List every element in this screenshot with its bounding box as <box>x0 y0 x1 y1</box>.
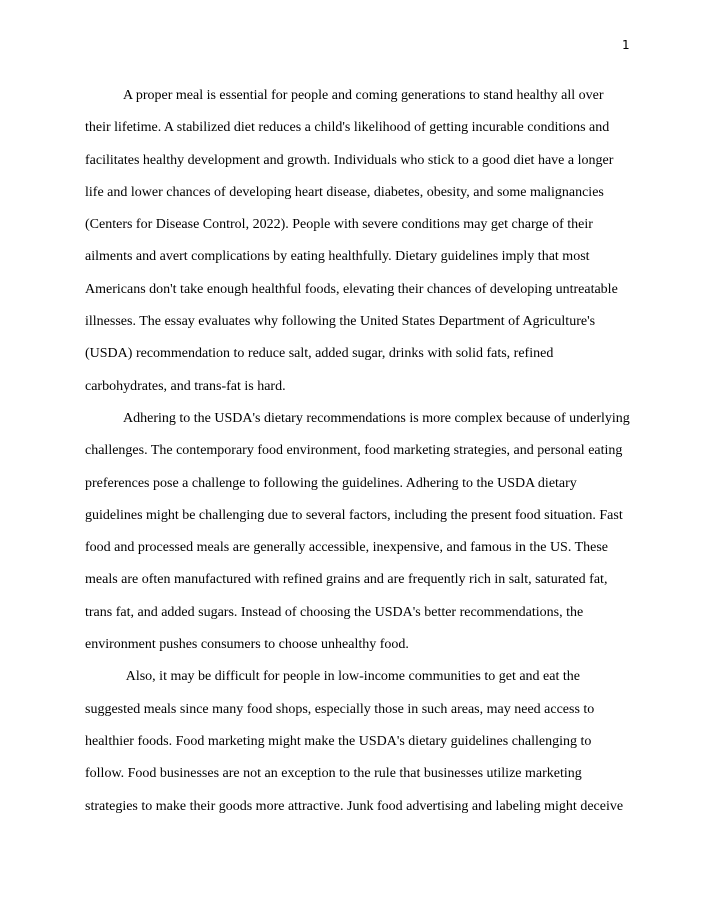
text-line: preferences pose a challenge to following the guidelines. Adhering to the USDA dietary <box>85 475 577 491</box>
text-line: illnesses. The essay evaluates why following the United States Department of Agriculture's <box>85 314 596 330</box>
text-line: strategies to make their goods more attractive. Junk food advertising and labeling might deceive <box>85 798 624 814</box>
text-line: their lifetime. A stabilized diet reduces a child's likelihood of getting incurable conditions and <box>85 120 610 136</box>
text-line: (Centers for Disease Control, 2022). People with severe conditions may get charge of their <box>85 217 593 233</box>
text-line: facilitates healthy development and growth. Individuals who stick to a good diet have a longer <box>85 152 614 168</box>
text-line: ailments and avert complications by eating healthfully. Dietary guidelines imply that most <box>85 249 590 265</box>
paragraph-1 <box>85 80 655 403</box>
text-line: food and processed meals are generally accessible, inexpensive, and famous in the US. These <box>85 540 609 556</box>
text-line: healthier foods. Food marketing might make the USDA's dietary guidelines challenging to <box>85 733 592 749</box>
text-line: Also, it may be difficult for people in low-income communities to get and eat the <box>123 669 580 685</box>
document-body <box>85 80 655 823</box>
text-line: Americans don't take enough healthful foods, elevating their chances of developing untreatable <box>85 281 618 297</box>
text-line: follow. Food businesses are not an exception to the rule that businesses utilize marketing <box>85 766 582 782</box>
text-line: A proper meal is essential for people and coming generations to stand healthy all over <box>123 88 604 103</box>
paragraph-3 <box>85 661 655 822</box>
text-line: carbohydrates, and trans-fat is hard. <box>85 378 286 394</box>
text-line: environment pushes consumers to choose unhealthy food. <box>85 637 409 653</box>
text-line: Adhering to the USDA's dietary recommendations is more complex because of underlying <box>123 410 630 426</box>
page-number: 1 <box>622 38 630 52</box>
text-line: life and lower chances of developing heart disease, diabetes, obesity, and some malignancies <box>85 184 604 200</box>
text-line: suggested meals since many food shops, especially those in such areas, may need access to <box>85 701 595 717</box>
paragraph-2 <box>85 403 655 661</box>
text-line: guidelines might be challenging due to several factors, including the present food situation. Fast <box>85 507 623 523</box>
text-line: (USDA) recommendation to reduce salt, added sugar, drinks with solid fats, refined <box>85 346 554 362</box>
text-line: challenges. The contemporary food environment, food marketing strategies, and personal eating <box>85 443 623 459</box>
text-line: trans fat, and added sugars. Instead of choosing the USDA's better recommendations, the <box>85 604 584 620</box>
text-line: meals are often manufactured with refined grains and are frequently rich in salt, saturated fat, <box>85 572 608 588</box>
